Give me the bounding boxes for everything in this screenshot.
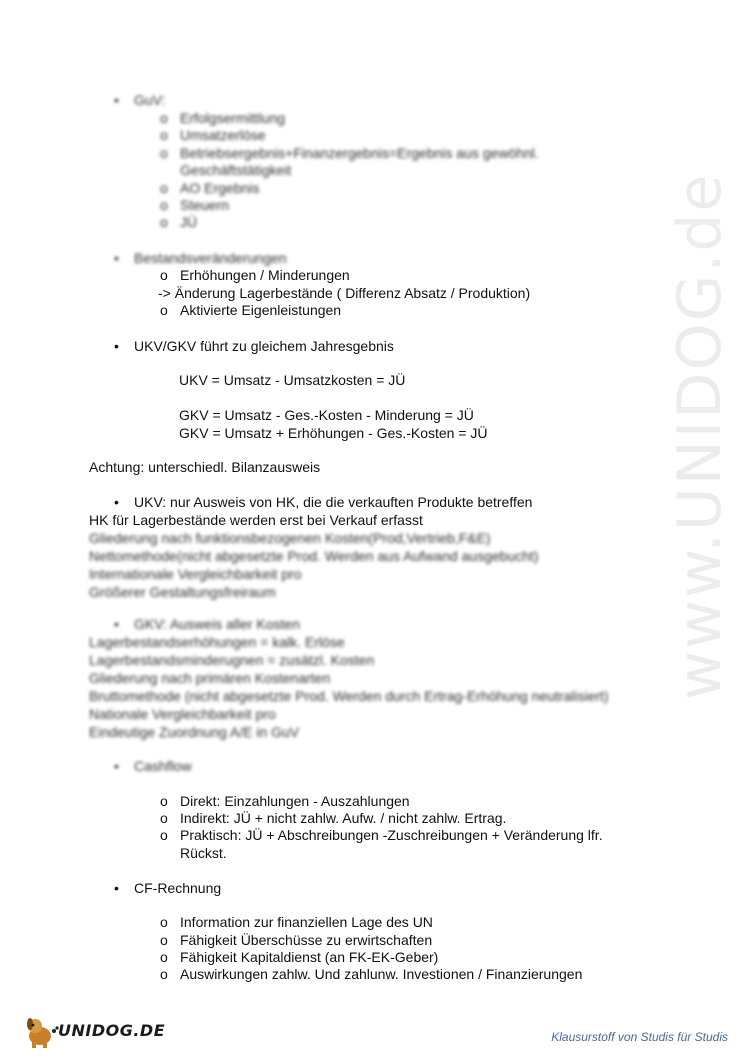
watermark-text: www.UNIDOG.de: [665, 172, 735, 700]
text-line: Lagerbestandsminderugnen = zusätzl. Kosten: [89, 652, 375, 668]
list-item: Praktisch: JÜ + Abschreibungen -Zuschreibungen + Veränderung lfr.: [180, 827, 603, 843]
list-item: Indirekt: JÜ + nicht zahlw. Aufw. / nicht zahlw. Ertrag.: [180, 810, 507, 826]
list-item: Betriebsergebnis+Finanzergebnis=Ergebnis aus gewöhnl.: [180, 145, 539, 161]
formula-line: GKV = Umsatz + Erhöhungen - Ges.-Kosten = JÜ: [179, 425, 488, 441]
bullet-circle: o: [160, 302, 168, 318]
formula-line: GKV = Umsatz - Ges.-Kosten - Minderung = JÜ: [179, 407, 474, 423]
bullet-circle: o: [160, 127, 168, 143]
bullet-dot: •: [114, 250, 119, 266]
list-item: GuV:: [134, 92, 166, 108]
text-line: HK für Lagerbestände werden erst bei Verkauf erfasst: [89, 512, 423, 528]
text-line: Gliederung nach primären Kostenarten: [89, 670, 331, 686]
list-item: Steuern: [180, 197, 230, 213]
list-item: Fähigkeit Kapitaldienst (an FK-EK-Geber): [180, 949, 439, 965]
list-item: Geschäftstätigkeit: [180, 162, 292, 178]
bullet-circle: o: [160, 267, 168, 283]
list-item: UKV/GKV führt zu gleichem Jahresgebnis: [134, 338, 394, 354]
text-line: Größerer Gestaltungsfreiraum: [89, 584, 276, 600]
text-line: Nationale Vergleichbarkeit pro: [89, 706, 276, 722]
bullet-circle: o: [160, 914, 168, 930]
bullet-circle: o: [160, 793, 168, 809]
list-item: JÜ: [180, 214, 198, 230]
list-item: GKV: Ausweis aller Kosten: [134, 616, 301, 632]
list-item: Rückst.: [180, 845, 227, 861]
bullet-circle: o: [160, 810, 168, 826]
bullet-circle: o: [160, 932, 168, 948]
list-item: Direkt: Einzahlungen - Auszahlungen: [180, 793, 410, 809]
list-item: Auswirkungen zahlw. Und zahlunw. Investionen / Finanzierungen: [180, 966, 583, 982]
bullet-circle: o: [160, 214, 168, 230]
list-item: UKV: nur Ausweis von HK, die die verkauften Produkte betreffen: [134, 494, 533, 510]
list-item: Fähigkeit Überschüsse zu erwirtschaften: [180, 932, 433, 948]
bullet-dot: •: [114, 338, 119, 354]
list-item: CF-Rechnung: [134, 880, 222, 896]
bullet-circle: o: [160, 949, 168, 965]
list-item: -> Änderung Lagerbestände ( Differenz Absatz / Produktion): [158, 285, 531, 301]
footer-tagline: Klausurstoff von Studis für Studis: [551, 1030, 728, 1044]
formula-line: UKV = Umsatz - Umsatzkosten = JÜ: [179, 372, 406, 388]
bullet-circle: o: [160, 966, 168, 982]
list-item: Bestandsveränderungen: [134, 250, 287, 266]
list-item: Erfolgsermittlung: [180, 110, 286, 126]
list-item: Erhöhungen / Minderungen: [180, 267, 350, 283]
bullet-circle: o: [160, 197, 168, 213]
bullet-circle: o: [160, 827, 168, 843]
bullet-dot: •: [114, 616, 119, 632]
text-line: Gliederung nach funktionsbezogenen Kosten(Prod,Vertrieb,F&E): [89, 530, 491, 546]
list-item: AO Ergebnis: [180, 180, 260, 196]
bullet-dot: •: [114, 92, 119, 108]
bullet-circle: o: [160, 110, 168, 126]
list-item: Aktivierte Eigenleistungen: [180, 302, 342, 318]
bullet-dot: •: [114, 494, 119, 510]
list-item: Umsatzerlöse: [180, 127, 266, 143]
bullet-dot: •: [114, 758, 119, 774]
bullet-circle: o: [160, 145, 168, 161]
text-line: Internationale Vergleichbarkeit pro: [89, 566, 302, 582]
bullet-dot: •: [114, 880, 119, 896]
text-line: Eindeutige Zuordnung A/E in GuV: [89, 724, 300, 740]
logo-text: UNIDOG.DE: [58, 1021, 166, 1040]
list-item: Information zur finanziellen Lage des UN: [180, 914, 433, 930]
text-line: Nettomethode(nicht abgesetzte Prod. Werden aus Aufwand ausgebucht): [89, 548, 539, 564]
bullet-circle: o: [160, 180, 168, 196]
text-line: Lagerbestandserhöhungen = kalk. Erlöse: [89, 634, 345, 650]
note-line: Achtung: unterschiedl. Bilanzausweis: [89, 459, 321, 475]
list-item: Cashflow: [134, 758, 192, 774]
text-line: Bruttomethode (nicht abgesetzte Prod. Werden durch Ertrag-Erhöhung neutralisiert): [89, 688, 609, 704]
